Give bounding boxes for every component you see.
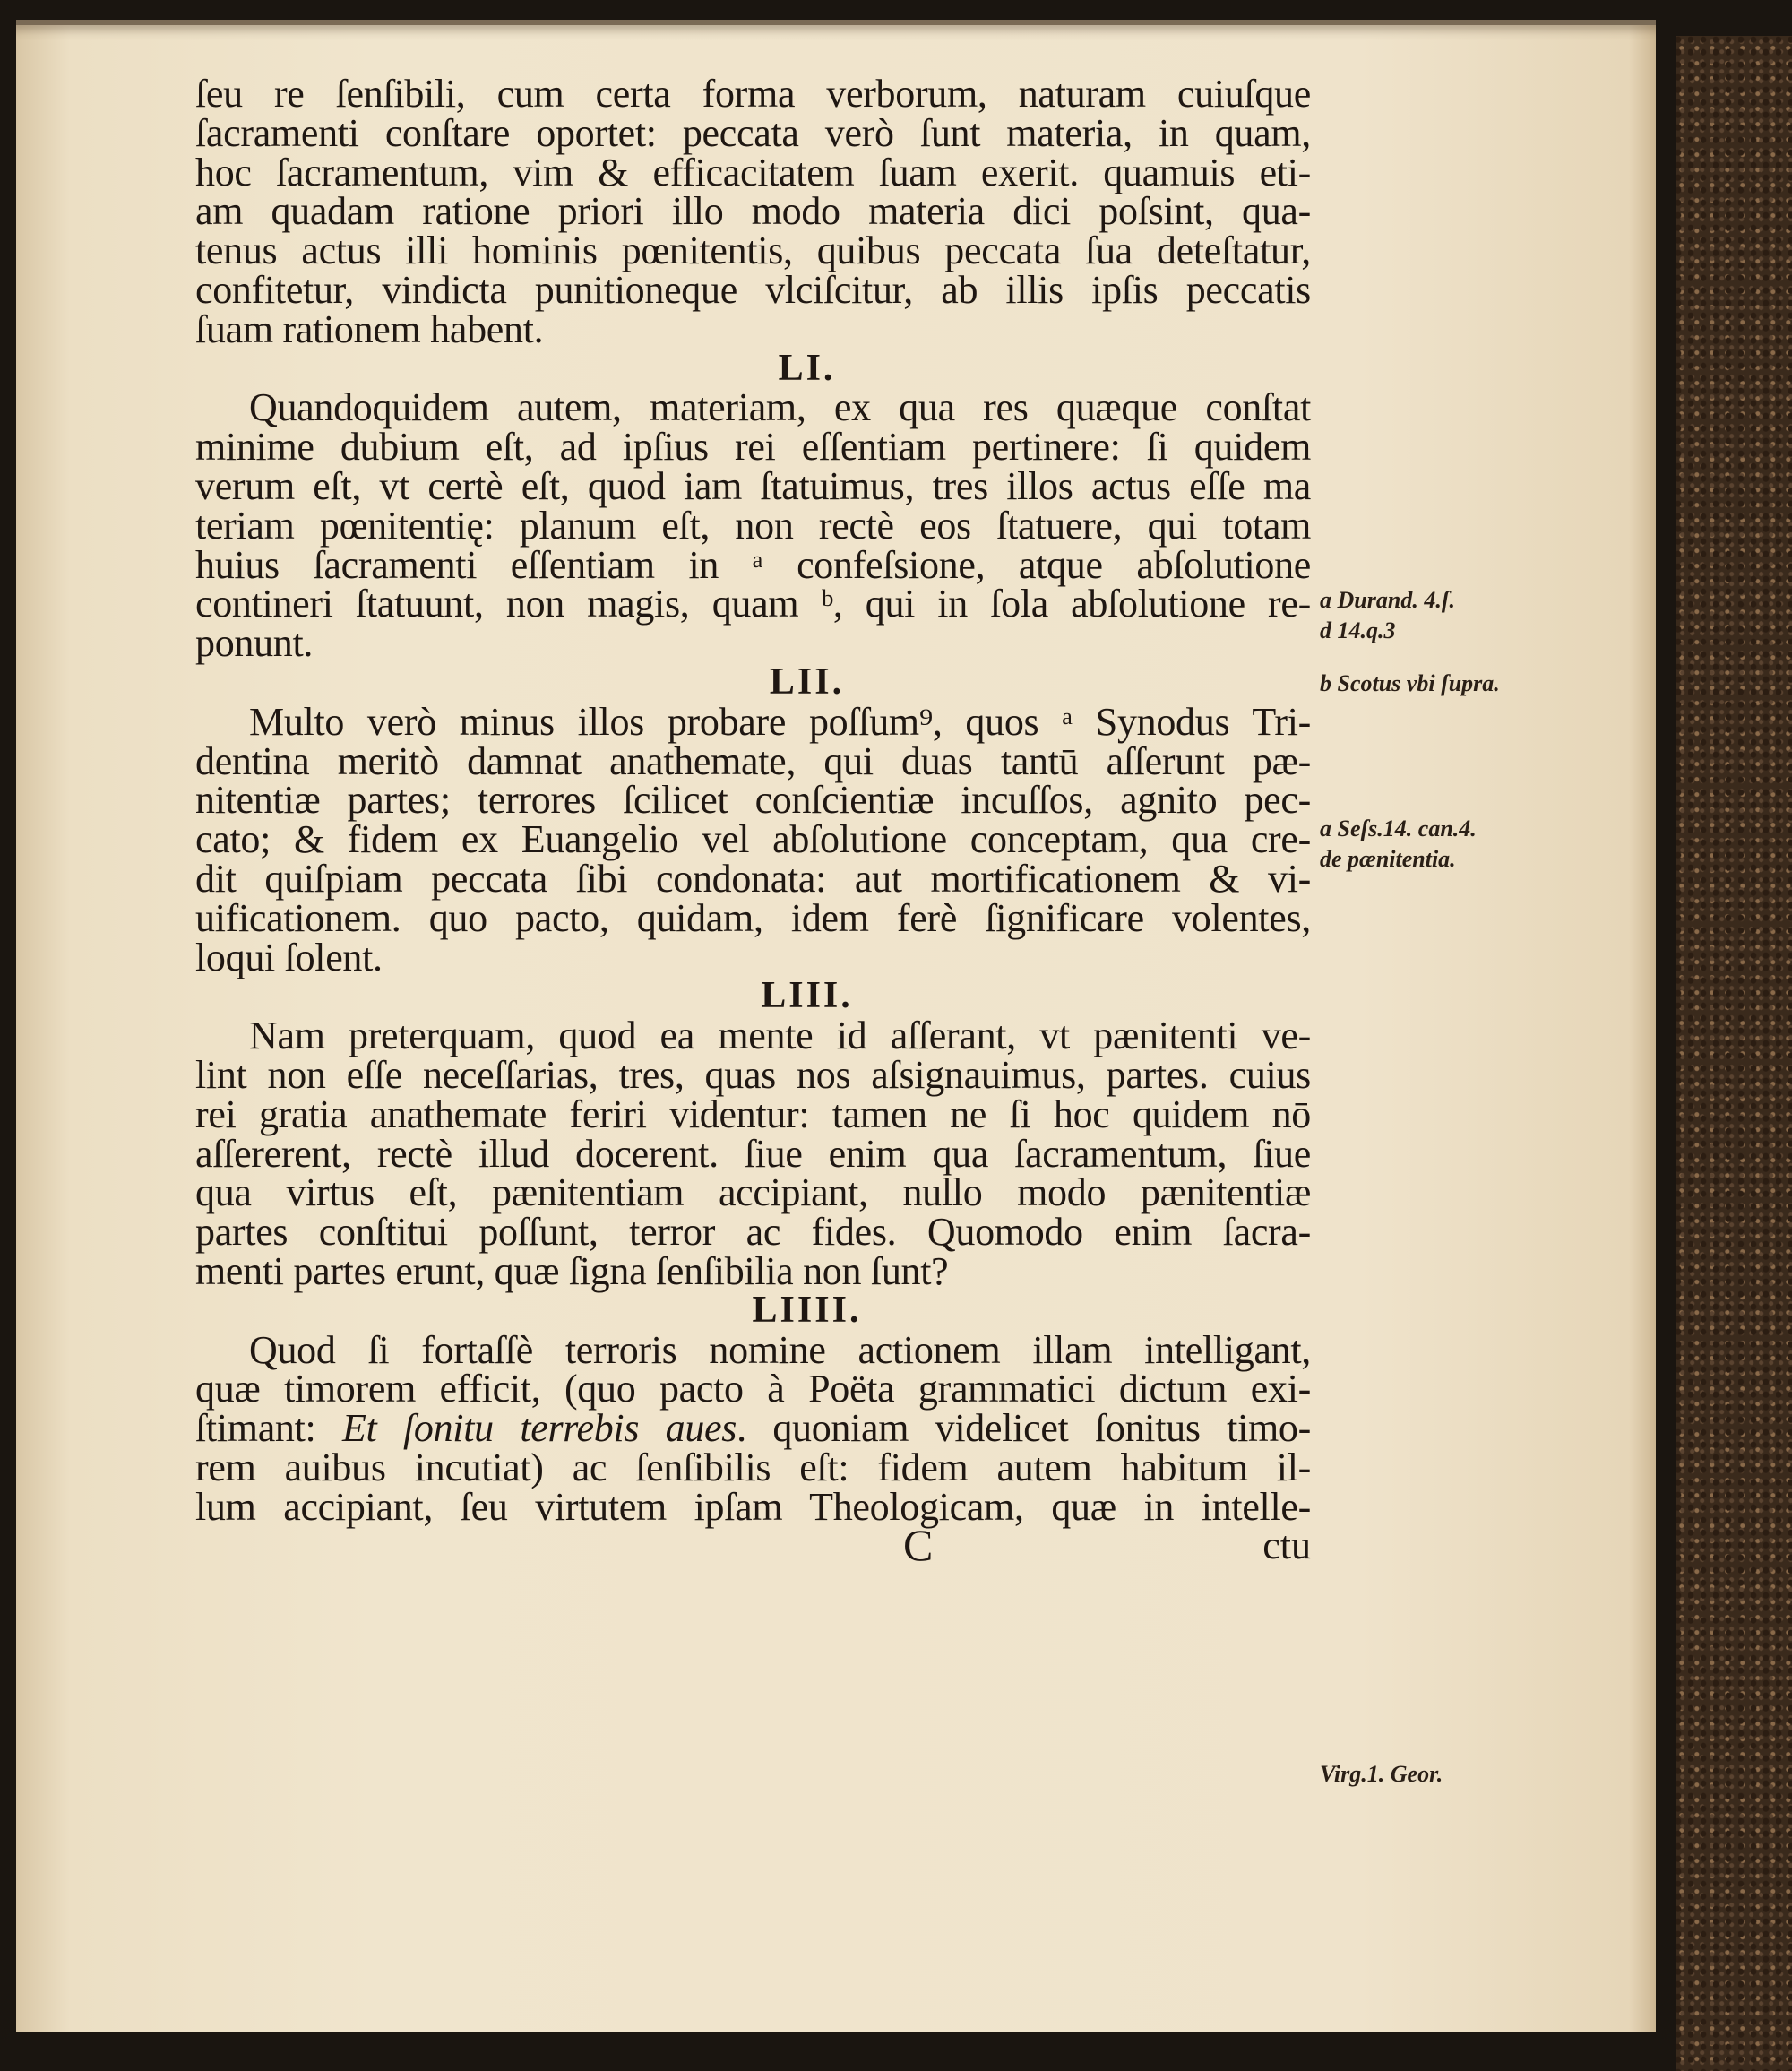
marginal-note-scotus	[1320, 669, 1553, 699]
text-line: nitentiæ partes; terrores ſcilicet conſcientiæ incuſſos, agnito pec-	[195, 778, 1311, 823]
text-line: partes conſtitui poſſunt, terror ac fides. Quomodo enim ſacra-	[195, 1210, 1311, 1255]
marginal-note-virgil	[1320, 1759, 1553, 1790]
note-line: Virg.1. Geor.	[1320, 1761, 1443, 1787]
signature-mark: C	[903, 1520, 934, 1571]
text-line: uificationem. quo pacto, quidam, idem ferè ſignificare volentes,	[195, 895, 1311, 940]
note-line: a Durand. 4.ſ.	[1320, 587, 1455, 613]
marginal-note-durand	[1320, 585, 1553, 646]
note-line: b Scotus vbi ſupra.	[1320, 670, 1500, 696]
text-line: qua virtus eſt, pænitentiam accipiant, nullo modo pænitentiæ	[195, 1170, 1311, 1215]
text-block	[195, 72, 1311, 1571]
text-line: ponunt.	[195, 621, 314, 666]
text-line: loqui ſolent.	[195, 935, 383, 979]
virgil-quotation: Et ſonitu terrebis aues	[341, 1406, 737, 1451]
text-line: verum eſt, vt certè eſt, quod iam ſtatuimus, tres illos actus eſſe ma	[195, 463, 1311, 508]
text-line-with-quotation	[195, 1406, 1311, 1451]
text-line: hoc ſacramentum, vim & efficacitatem ſuam exerit. quamuis eti-	[195, 150, 1311, 194]
section-heading: LII.	[769, 660, 845, 703]
note-line: de pænitentia.	[1320, 846, 1456, 872]
text-line: menti partes erunt, quæ ſigna ſenſibilia non ſunt?	[195, 1248, 949, 1293]
binding-board	[1676, 36, 1792, 2071]
page-footer	[195, 1520, 1311, 1571]
text-line: huius ſacramenti eſſentiam in ᵃ confeſsione, atque abſolutione	[195, 542, 1311, 587]
marginal-note-session	[1320, 814, 1553, 875]
text-line: am quadam ratione priori illo modo materia dici poſsint, qua-	[195, 189, 1311, 234]
paragraph-continuation	[195, 74, 1311, 349]
note-line: d 14.q.3	[1320, 617, 1396, 643]
text-line: dentina meritò damnat anathemate, qui duas tantū aſſerunt pæ-	[195, 738, 1311, 783]
text-line: rem auibus incutiat) ac ſenſibilis eſt: fidem autem habitum il-	[195, 1445, 1311, 1489]
text-line: lum accipiant, ſeu virtutem ipſam Theologicam, quæ in intelle-	[195, 1484, 1311, 1529]
text-fragment: ſtimant:	[195, 1406, 342, 1451]
section-heading: LIIII.	[752, 1289, 862, 1331]
text-line: confitetur, vindicta punitioneque vlciſcitur, ab illis ipſis peccatis	[195, 267, 1311, 312]
text-line: lint non eſſe neceſſarias, tres, quas nos aſsignauimus, partes. cuius	[195, 1052, 1311, 1097]
text-line: Multo verò minus illos probare poſſum⁹, quos ᵃ Synodus Tri-	[249, 699, 1311, 744]
text-line: cato; & fidem ex Euangelio vel abſolutione conceptam, qua cre-	[195, 817, 1311, 862]
text-line: ſacramenti conſtare oportet: peccata verò ſunt materia, in quam,	[195, 110, 1311, 155]
text-fragment: . quoniam videlicet ſonitus timo-	[737, 1406, 1311, 1451]
text-line: dit quiſpiam peccata ſibi condonata: aut mortificationem & vi-	[195, 856, 1311, 901]
section-51	[195, 347, 1311, 666]
text-line: contineri ſtatuunt, non magis, quam ᵇ, qui in ſola abſolutione re-	[195, 582, 1311, 626]
text-line: rei gratia anathemate feriri videntur: tamen ne ſi hoc quidem nō	[195, 1092, 1311, 1136]
section-heading: LIII.	[761, 975, 853, 1017]
text-line: tenus actus illi hominis pœnitentis, quibus peccata ſua deteſtatur,	[195, 229, 1311, 273]
text-line: quæ timorem efficit, (quo pacto à Poëta grammatici dictum exi-	[195, 1367, 1311, 1411]
text-line: Nam preterquam, quod ea mente id aſſerant, vt pænitenti ve-	[249, 1014, 1311, 1058]
text-line: minime dubium eſt, ad ipſius rei eſſentiam pertinere: ſi quidem	[195, 425, 1311, 470]
book-page	[16, 20, 1656, 2032]
text-line: teriam pœnitentię: planum eſt, non rectè eos ſtatuere, qui totam	[195, 503, 1311, 548]
catchword: ctu	[1262, 1523, 1311, 1568]
section-53	[195, 975, 1311, 1293]
text-line: aſſererent, rectè illud docerent. ſiue enim qua ſacramentum, ſiue	[195, 1131, 1311, 1176]
text-line: Quod ſi fortaſſè terroris nomine actionem illam intelligant,	[249, 1327, 1311, 1372]
section-52	[195, 660, 1311, 979]
text-line: ſuam rationem habent.	[195, 306, 544, 351]
section-54	[195, 1291, 1311, 1527]
text-line: Quandoquidem autem, materiam, ex qua res quæque conſtat	[249, 385, 1311, 430]
section-heading: LI.	[778, 347, 836, 389]
text-line: ſeu re ſenſibili, cum certa forma verborum, naturam cuiuſque	[195, 72, 1311, 116]
note-line: a Seſs.14. can.4.	[1320, 815, 1477, 841]
